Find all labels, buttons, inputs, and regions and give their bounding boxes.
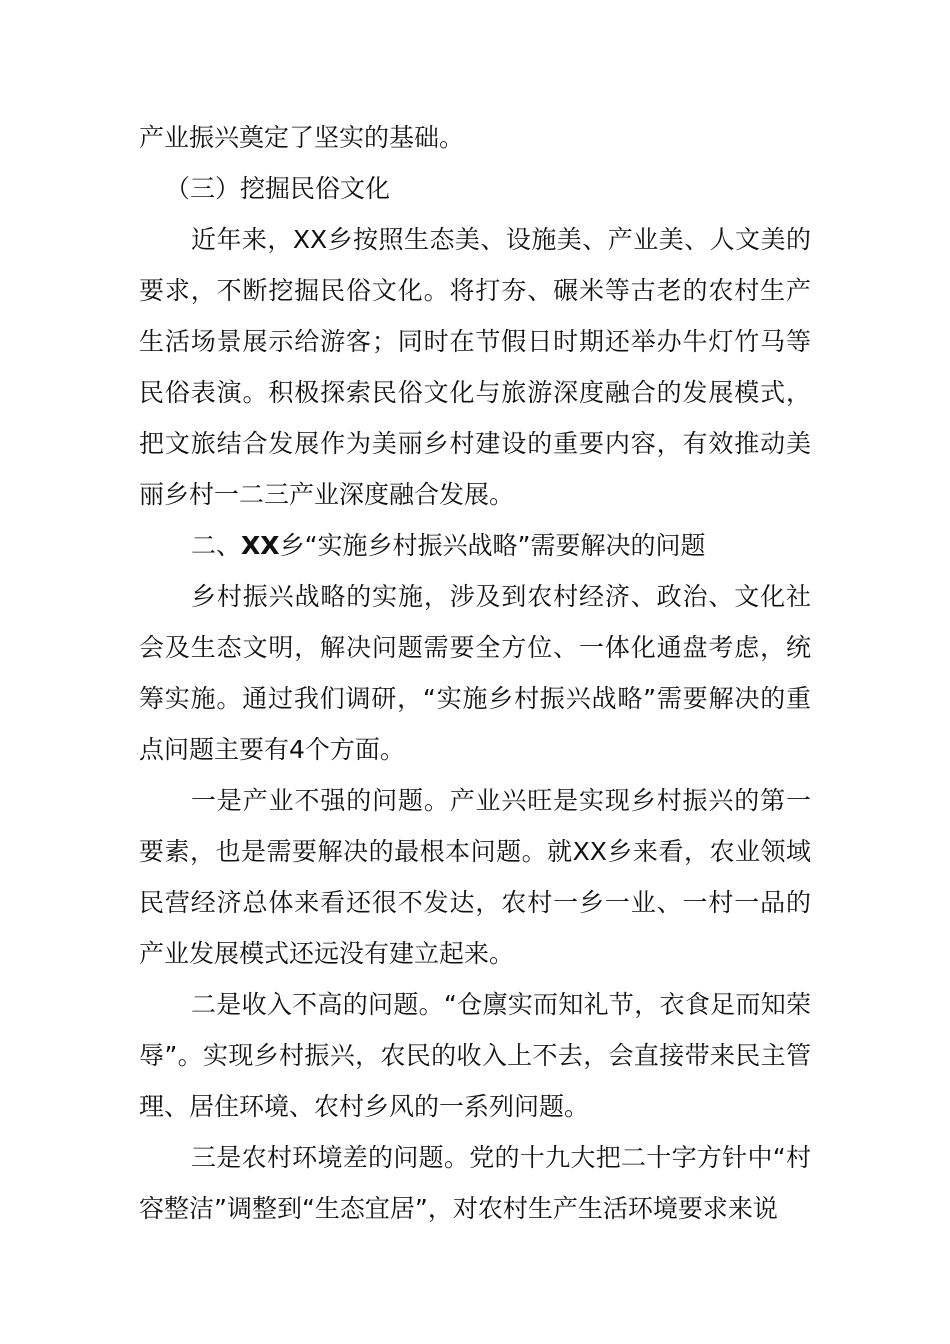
- paragraph-continued: 产业振兴奠定了坚实的基础。: [139, 123, 465, 152]
- paragraph-problems-intro: 乡村振兴战略的实施，涉及到农村经济、政治、文化社会及生态文明，解决问题需要全方位、一体化通盘考虑，统筹实施。通过我们调研，“实施乡村振兴战略”需要解决的重点问题主要有4个方面。: [139, 582, 811, 764]
- paragraph-problem-1: 一是产业不强的问题。产业兴旺是实现乡村振兴的第一要素，也是需要解决的最根本问题。就XX乡来看，农业领域民营经济总体来看还很不发达，农村一乡一业、一村一品的产业发展模式还远没有建立起来。: [139, 786, 811, 968]
- heading-bold-text: XX: [241, 531, 280, 560]
- heading-rest: 乡“实施乡村振兴战略”需要解决的问题: [279, 531, 706, 560]
- section-heading: [139, 520, 811, 571]
- paragraph-problem-2: 二是收入不高的问题。“仓廪实而知礼节，衣食足而知荣辱”。实现乡村振兴，农民的收入上不去，会直接带来民主管理、居住环境、农村乡风的一系列问题。: [139, 990, 811, 1121]
- section-subheading: （三）挖掘民俗文化: [165, 174, 391, 203]
- paragraph-problem-3: 三是农村环境差的问题。党的十九大把二十字方针中“村容整洁”调整到“生态宜居”，对农村生产生活环境要求来说: [139, 1143, 811, 1223]
- document-page: [139, 112, 811, 1234]
- heading-prefix: 二、: [191, 531, 242, 560]
- paragraph-folk-culture: 近年来，XX乡按照生态美、设施美、产业美、人文美的要求，不断挖掘民俗文化。将打夯、碾米等古老的农村生产生活场景展示给游客；同时在节假日时期还举办牛灯竹马等民俗表演。积极探索民俗文化与旅游深度融合的发展模式，把文旅结合发展作为美丽乡村建设的重要内容，有效推动美丽乡村一二三产业深度融合发展。: [139, 225, 811, 509]
